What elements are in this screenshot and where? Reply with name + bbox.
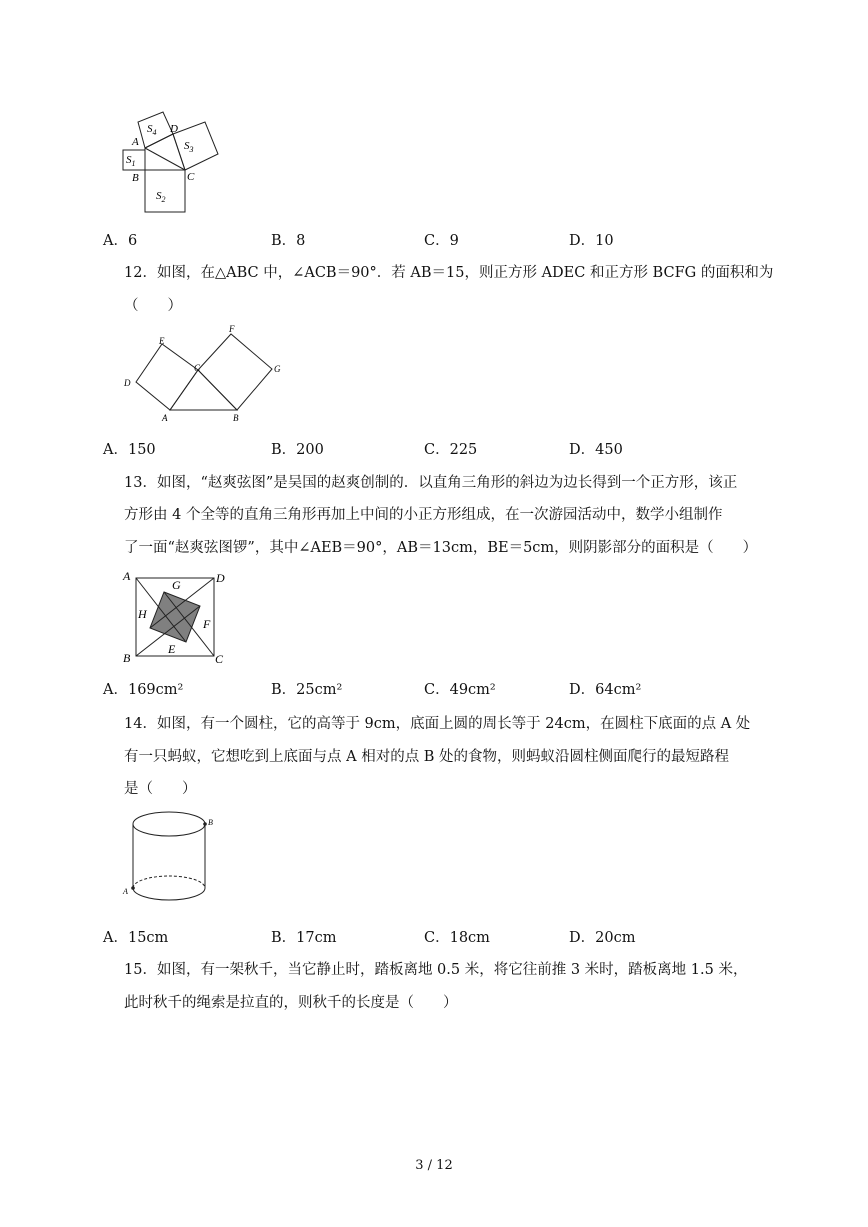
q12-square-adec	[136, 344, 198, 410]
q12-label-b: B	[233, 413, 239, 423]
q12-option-b[interactable]: B．200	[271, 442, 324, 458]
q13-shaded-square	[150, 592, 200, 642]
q11-figure	[118, 108, 228, 216]
q13-label-d: D	[216, 571, 225, 585]
q14-label-a: A	[123, 887, 128, 896]
q11-label-a: A	[132, 136, 139, 148]
q12-triangle-abc	[170, 370, 237, 410]
q11-label-s1: $S_1$	[126, 154, 136, 168]
q12-option-a[interactable]: A．150	[103, 442, 156, 458]
q14-option-c[interactable]: C．18cm	[424, 930, 490, 946]
q14-stem-line-3: 是（ ）	[124, 781, 197, 797]
q11-label-b: B	[132, 172, 139, 184]
q12-label-f: F	[229, 324, 235, 334]
q13-stem-line-1: 13．如图，“赵爽弦图”是吴国的赵爽创制的．以直角三角形的斜边为边长得到一个正方形，该正	[124, 475, 738, 491]
q13-stem-line-3: 了一面“赵爽弦图锣”，其中∠AEB＝90°，AB＝13cm，BE＝5cm，则阴影部分的面积是（ ）	[124, 540, 758, 556]
q12-stem-line-1: 12．如图，在△ABC 中，∠ACB＝90°．若 AB＝15，则正方形 ADEC 和正方形 BCFG 的面积和为	[124, 265, 774, 281]
q12-label-d: D	[124, 378, 131, 388]
q14-stem-line-2: 有一只蚂蚁，它想吃到上底面与点 A 相对的点 B 处的食物，则蚂蚁沿圆柱侧面爬行的最短路程	[124, 749, 730, 765]
q12-square-bcfg	[198, 334, 272, 410]
q13-label-a: A	[123, 569, 131, 583]
q13-figure	[118, 566, 236, 670]
q11-option-b[interactable]: B．8	[271, 233, 306, 249]
q12-label-e: E	[159, 336, 165, 346]
q12-option-c[interactable]: C．225	[424, 442, 478, 458]
q13-option-a[interactable]: A．169cm²	[103, 682, 184, 698]
q14-point-a	[131, 886, 135, 890]
q13-option-d[interactable]: D．64cm²	[569, 682, 642, 698]
q15-stem-line-2: 此时秋千的绳索是拉直的，则秋千的长度是（ ）	[124, 995, 458, 1011]
q13-label-e: E	[168, 642, 176, 656]
q11-square-s2	[145, 170, 185, 212]
q13-label-c: C	[215, 652, 224, 666]
q12-figure	[118, 322, 288, 428]
q11-option-c[interactable]: C．9	[424, 233, 459, 249]
q15-stem-line-1: 15．如图，有一架秋千，当它静止时，踏板离地 0.5 米，将它往前推 3 米时，踏板离地 1.5 米，	[124, 962, 748, 978]
q11-label-s3: $S_3$	[184, 140, 194, 154]
q12-stem-line-2: （ ）	[124, 298, 182, 314]
q11-option-d[interactable]: D．10	[569, 233, 614, 249]
q12-label-g: G	[274, 364, 281, 374]
q13-label-b: B	[123, 651, 131, 665]
q11-label-c: C	[187, 171, 195, 183]
q14-option-a[interactable]: A．15cm	[103, 930, 169, 946]
q12-label-a: A	[162, 413, 168, 423]
q11-label-d: D	[170, 123, 178, 135]
q14-figure	[118, 806, 218, 902]
q11-square-s3	[173, 122, 218, 170]
q14-option-b[interactable]: B．17cm	[271, 930, 337, 946]
q14-option-d[interactable]: D．20cm	[569, 930, 636, 946]
q14-top-ellipse	[133, 812, 205, 836]
q13-stem-line-2: 方形由 4 个全等的直角三角形再加上中间的小正方形组成，在一次游园活动中，数学小组制作	[124, 507, 723, 523]
q12-label-c: C	[194, 363, 201, 373]
q14-point-b	[203, 822, 207, 826]
q14-bottom-front	[133, 888, 205, 900]
q14-bottom-back	[133, 876, 205, 888]
q11-label-s2: $S_2$	[156, 190, 166, 204]
q14-label-b: B	[208, 818, 213, 827]
page-number: 3 / 12	[415, 1158, 453, 1173]
q11-option-a[interactable]: A．6	[103, 233, 138, 249]
q12-option-d[interactable]: D．450	[569, 442, 623, 458]
q11-label-s4: $S_4$	[147, 123, 157, 137]
q14-stem-line-1: 14．如图，有一个圆柱，它的高等于 9cm，底面上圆的周长等于 24cm，在圆柱下底面的点 A 处	[124, 716, 751, 732]
q13-label-g: G	[172, 578, 181, 592]
q13-label-f: F	[203, 617, 211, 631]
q13-option-c[interactable]: C．49cm²	[424, 682, 496, 698]
q13-option-b[interactable]: B．25cm²	[271, 682, 343, 698]
q13-label-h: H	[138, 607, 147, 621]
